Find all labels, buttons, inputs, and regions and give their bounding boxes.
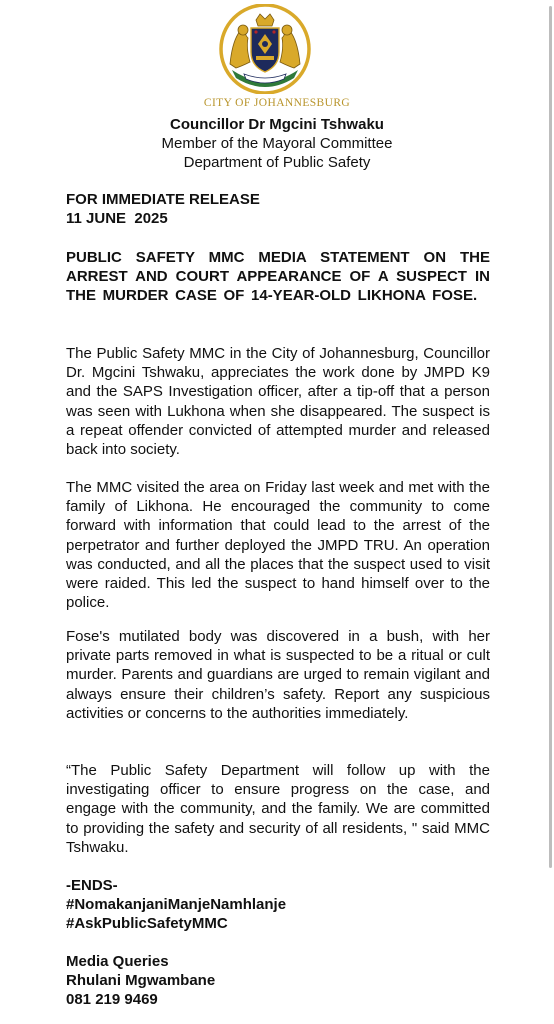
- media-contact-block: [66, 952, 490, 1010]
- contact-phone: 081 219 9469: [66, 991, 158, 1009]
- release-block: [66, 190, 490, 228]
- footer-block: [66, 876, 490, 934]
- department-name: Department of Public Safety: [183, 154, 371, 171]
- coat-of-arms-icon: [216, 4, 314, 94]
- councillor-name: Councillor Dr Mgcini Tshwaku: [170, 116, 384, 133]
- hashtag-1: #NomakanjaniManjeNamhlanje: [66, 896, 287, 914]
- hashtag-2: #AskPublicSafetyMMC: [66, 915, 228, 933]
- paragraph-4: “The Public Safety Department will follow up with the investigating officer to ensure progress on the case, and engage with the community, and the family. We are committed to providing the safety and security of all residents, " said MMC Tshwaku.: [66, 762, 490, 856]
- city-name: CITY OF JOHANNESBURG: [203, 97, 351, 109]
- councillor-role: Member of the Mayoral Committee: [161, 135, 393, 152]
- media-queries-label: Media Queries: [66, 953, 169, 970]
- ends-marker: -ENDS-: [66, 877, 118, 894]
- paragraph-1: The Public Safety MMC in the City of Johannesburg, Councillor Dr. Mgcini Tshwaku, appreciates the work done by JMPD K9 and the SAPS Investigation officer, after a tip-off that a person was seen with Lukhona when she disappeared. The suspect is a repeat offender convicted of attempted murder and released back into society.: [66, 345, 490, 459]
- release-date: 11 JUNE 2025: [66, 210, 168, 228]
- paragraph-3: Fose's mutilated body was discovered in a bush, with her private parts removed in what is suspected to be a ritual or cult murder. Parents and guardians are urged to remain vigilant and always ensure their children’s safety. Report any suspicious activities or concerns to the authorities immediately.: [66, 628, 490, 722]
- headline: PUBLIC SAFETY MMC MEDIA STATEMENT ON THE ARREST AND COURT APPEARANCE OF A SUSPECT IN THE MURDER CASE OF 14-YEAR-OLD LIKHONA FOSE.: [66, 249, 490, 305]
- paragraph-2: The MMC visited the area on Friday last week and met with the family of Likhona. He encouraged the community to come forward with information that could lead to the arrest of the perpetrator and further deployed the JMPD TRU. An operation was conducted, and all the places that the suspect used to visit were raided. This led the suspect to hand himself over to the police.: [66, 479, 490, 612]
- contact-name: Rhulani Mgwambane: [66, 972, 216, 990]
- coat-of-arms-logo: [216, 4, 314, 94]
- release-label: FOR IMMEDIATE RELEASE: [66, 191, 260, 208]
